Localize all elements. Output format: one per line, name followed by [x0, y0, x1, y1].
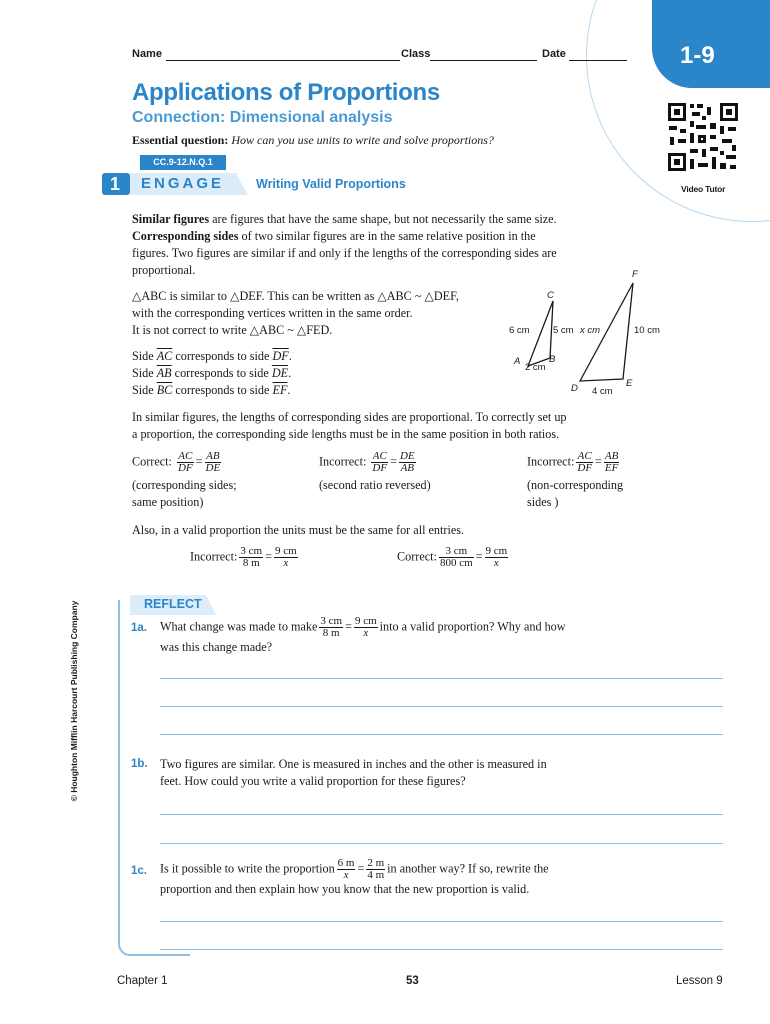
q1b-text — [160, 756, 680, 790]
intro-text-1: are figures that have the same shape, but not necessarily the same size. — [209, 212, 557, 226]
corresponding-sides-list — [132, 348, 512, 399]
video-tutor-label[interactable]: Video Tutor — [681, 184, 726, 194]
q1a-post: into a valid proportion? Why and how — [379, 619, 566, 634]
side-pre: Side — [132, 349, 157, 363]
q1a-text — [160, 616, 680, 656]
class-field[interactable] — [430, 60, 537, 61]
q1c-pre: Is it possible to write the proportion — [160, 861, 335, 876]
label-b: B — [549, 354, 556, 365]
fraction — [485, 546, 509, 569]
side-mid: corresponds to side — [172, 383, 273, 397]
denominator: 8 m — [322, 627, 340, 639]
side-mid: corresponds to side — [171, 366, 272, 380]
side-pre: Side — [132, 366, 157, 380]
numerator: DE — [399, 450, 415, 462]
q1a-pre: What change was made to make — [160, 619, 318, 634]
q1c-number: 1c. — [131, 865, 147, 877]
similar-line-2: with the corresponding vertices written in the same order. — [132, 306, 413, 320]
side-ef: $\overline{EF}$ — [272, 383, 288, 397]
denominator: 8 m — [242, 557, 260, 569]
side-ab: $\overline{AB}$ — [156, 366, 172, 380]
denominator: x — [493, 557, 499, 569]
example-label: Incorrect: — [527, 454, 575, 469]
fraction — [604, 451, 619, 474]
fraction — [439, 546, 474, 569]
engage-title: Writing Valid Proportions — [256, 177, 406, 191]
label-f: F — [632, 269, 638, 280]
numerator: AB — [604, 450, 619, 462]
fraction — [366, 858, 385, 881]
denominator: x — [283, 557, 289, 569]
standard-code: CC.9-12.N.Q.1 — [153, 157, 213, 167]
example-note-1: (second ratio reversed) — [319, 478, 431, 492]
numerator: AC — [577, 450, 592, 462]
essential-question-label: Essential question: — [132, 133, 229, 147]
denominator: DF — [177, 462, 193, 474]
example-note-1: (corresponding sides; — [132, 478, 237, 492]
denominator: AB — [400, 462, 415, 474]
answer-line-1b-1[interactable] — [160, 814, 723, 815]
answer-line-1c-2[interactable] — [160, 949, 723, 950]
intro-line-1 — [132, 211, 622, 228]
q1c-line-2: proportion and then explain how you know that the new proportion is valid. — [160, 882, 530, 896]
numerator: 3 cm — [320, 615, 343, 627]
denominator: x — [343, 869, 349, 881]
numerator: 3 cm — [439, 546, 474, 558]
intro-line-2 — [132, 228, 622, 245]
fraction — [319, 616, 343, 639]
denominator: EF — [604, 462, 619, 474]
engage-word: ENGAGE — [141, 175, 225, 192]
intro-text-2: of two similar figures are in the same relative position in the — [238, 229, 536, 243]
answer-line-1a-3[interactable] — [160, 734, 723, 735]
fraction — [205, 451, 222, 474]
numerator: 6 m — [337, 857, 355, 869]
example-incorrect-formula: Incorrect: $\frac{AC}{DF}$ = $\frac{DE}{AB}$ — [319, 450, 415, 474]
units-incorrect-label: Incorrect: — [190, 549, 238, 564]
term-similar-figures: Similar figures — [132, 212, 210, 226]
denominator: 800 cm — [439, 557, 473, 569]
side-row-3: Side $\overline{BC}$ corresponds to side $\overline{EF}$. — [132, 383, 291, 397]
example-note-1: (non-corresponding — [527, 478, 624, 492]
label-d: D — [571, 383, 578, 394]
name-label: Name — [132, 48, 162, 60]
example-incorrect-noncorresponding — [527, 451, 727, 511]
example-label: Correct: — [132, 454, 172, 469]
date-label: Date — [542, 48, 566, 60]
example-note-2: same position) — [132, 495, 204, 509]
fraction — [177, 451, 194, 474]
class-label: Class — [401, 48, 431, 60]
reflect-label: REFLECT — [144, 597, 202, 611]
numerator: AC — [372, 450, 387, 462]
copyright-text: © Houghton Mifflin Harcourt Publishing Company — [69, 600, 79, 802]
essential-question-text: How can you use units to write and solve proportions? — [231, 133, 494, 147]
qr-code-icon[interactable] — [666, 101, 740, 173]
example-note-2: sides ) — [527, 495, 559, 509]
denominator: x — [363, 627, 369, 639]
footer-lesson: Lesson 9 — [676, 975, 723, 987]
fraction — [354, 616, 378, 639]
numerator: 3 cm — [240, 545, 263, 557]
similar-line-1: △ABC is similar to △DEF. This can be written as △ABC ~ △DEF, — [132, 289, 459, 303]
label-a: A — [514, 356, 521, 367]
side-df: $\overline{DF}$ — [272, 349, 289, 363]
side-pre: Side — [132, 383, 157, 397]
denominator: DF — [577, 462, 593, 474]
example-label: Incorrect: — [319, 454, 367, 469]
side-bc: $\overline{BC}$ — [156, 383, 173, 397]
example-correct — [132, 451, 312, 511]
side-de: $\overline{DE}$ — [271, 366, 289, 380]
similar-text — [132, 288, 512, 339]
fraction — [337, 858, 356, 881]
label-c: C — [547, 290, 554, 301]
label-2cm: 2 cm — [525, 362, 546, 373]
reflect-frame — [118, 600, 132, 956]
fraction — [274, 546, 298, 569]
standard-tag — [140, 155, 226, 170]
q1b-line-1: Two figures are similar. One is measured in inches and the other is measured in — [160, 757, 547, 771]
answer-line-1a-2[interactable] — [160, 706, 723, 707]
units-correct-label: Correct: — [397, 549, 437, 564]
units-correct: Correct: $\frac{3 cm}{800 cm}$ = $\frac{9 cm}{x}$ — [397, 545, 508, 569]
footer-page-number: 53 — [406, 975, 419, 987]
q1a-line-1: What change was made to make $\frac{3 cm}{8 m}$ = $\frac{9 cm}{x}$ into a valid proportion? Why and how — [160, 615, 566, 639]
name-field[interactable] — [166, 60, 400, 61]
q1b-number: 1b. — [131, 758, 148, 770]
q1a-line-2: was this change made? — [160, 640, 273, 654]
intro-line-4: proportional. — [132, 263, 196, 277]
date-field[interactable] — [569, 60, 627, 61]
q1b-line-2: feet. How could you write a valid proportion for these figures? — [160, 774, 466, 788]
side-row-1: Side $\overline{AC}$ corresponds to side $\overline{DF}$. — [132, 349, 292, 363]
q1c-line-1: Is it possible to write the proportion $\frac{6 m}{x}$ = $\frac{2 m}{4 m}$ in another way? If so, rewrite the — [160, 857, 549, 881]
numerator: AB — [206, 450, 220, 462]
q1a-number: 1a. — [131, 622, 147, 634]
label-10cm: 10 cm — [634, 325, 660, 336]
denominator: DF — [372, 462, 388, 474]
fraction — [371, 451, 388, 474]
example-incorrect-reversed — [319, 451, 519, 494]
fraction — [576, 451, 593, 474]
units-text: Also, in a valid proportion the units must be the same for all entries. — [132, 523, 465, 537]
denominator: DE — [205, 462, 221, 474]
q1c-text — [160, 858, 680, 898]
fraction — [399, 451, 416, 474]
essential-question — [132, 133, 494, 148]
page-title: Applications of Proportions — [132, 79, 440, 106]
side-mid: corresponds to side — [172, 349, 273, 363]
answer-line-1b-2[interactable] — [160, 843, 723, 844]
numerator: 9 cm — [274, 545, 297, 557]
fraction — [239, 546, 263, 569]
side-ac: $\overline{AC}$ — [156, 349, 173, 363]
label-5cm: 5 cm — [553, 325, 574, 336]
numerator: 9 cm — [354, 615, 377, 627]
similar-line-3: It is not correct to write △ABC ~ △FED. — [132, 323, 333, 337]
label-4cm: 4 cm — [592, 386, 613, 397]
numerator: 2 m — [367, 857, 385, 869]
intro-line-3: figures. Two figures are similar if and only if the lengths of the corresponding sides are — [132, 246, 557, 260]
reflect-frame-tail — [130, 954, 190, 956]
q1c-post: in another way? If so, rewrite the — [387, 861, 549, 876]
footer-chapter: Chapter 1 — [117, 975, 168, 987]
term-corresponding-sides: Corresponding sides — [132, 229, 239, 243]
paragraph2-line-1: In similar figures, the lengths of corresponding sides are proportional. To correctly set up — [132, 410, 567, 424]
example-correct-formula: Correct: $\frac{AC}{DF}$ = $\frac{AB}{DE}$ — [132, 450, 221, 474]
lesson-number: 1-9 — [680, 42, 715, 69]
numerator: AC — [178, 450, 193, 462]
answer-line-1a-1[interactable] — [160, 678, 723, 679]
label-e: E — [626, 378, 633, 389]
example-incorrect-formula: Incorrect: $\frac{AC}{DF}$ = $\frac{AB}{EF}$ — [527, 450, 619, 474]
paragraph2-line-2: a proportion, the corresponding side lengths must be in the same position in both ratios. — [132, 427, 560, 441]
engage-number: 1 — [110, 174, 121, 194]
numerator: 9 cm — [485, 545, 508, 557]
label-6cm: 6 cm — [509, 325, 530, 336]
side-row-2: Side $\overline{AB}$ corresponds to side $\overline{DE}$. — [132, 366, 292, 380]
label-xcm-text: x cm — [580, 325, 601, 336]
denominator: 4 m — [367, 869, 385, 881]
engage-banner — [100, 171, 250, 197]
proportion-paragraph — [132, 409, 632, 443]
answer-line-1c-1[interactable] — [160, 921, 723, 922]
label-xcm — [580, 325, 600, 336]
units-incorrect: Incorrect: $\frac{3 cm}{8 m}$ = $\frac{9 cm}{x}$ — [190, 545, 297, 569]
page-subtitle: Connection: Dimensional analysis — [132, 109, 393, 126]
